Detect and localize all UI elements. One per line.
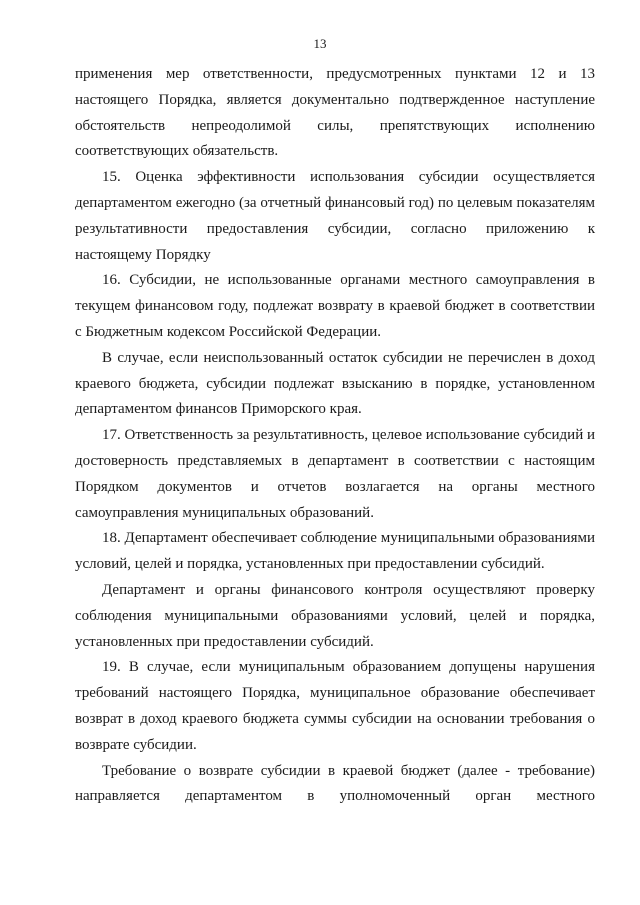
paragraph: применения мер ответственности, предусмотренных пунктами 12 и 13 настоящего Порядка, является документально подтвержденное наступление обстоятельств непреодолимой силы, препятствующих исполнению соответствующих обязательств. (75, 66, 595, 160)
paragraph-last: Требование о возврате субсидии в краевой бюджет (далее - требование) направляется департаментом в уполномоченный орган местного (75, 762, 595, 805)
page-number: 13 (313, 36, 327, 51)
paragraph: Департамент и органы финансового контроля осуществляют проверку соблюдения муниципальными образованиями условий, целей и порядка, установленных при предоставлении субсидий. (75, 581, 595, 650)
paragraph: В случае, если неиспользованный остаток субсидии не перечислен в доход краевого бюджета, субсидии подлежат взысканию в порядке, установленном департаментом финансов Приморского края. (75, 349, 595, 418)
document-body (75, 62, 595, 810)
paragraph: 19. В случае, если муниципальным образованием допущены нарушения требований настоящего Порядка, муниципальное образование обеспечивает возврат в доход краевого бюджета суммы субсидии на основании требования о возврате субсидии. (75, 659, 595, 753)
paragraph: 15. Оценка эффективности использования субсидии осуществляется департаментом ежегодно (за отчетный финансовый год) по целевым показателям результативности предоставления субсидии, согласно приложению к настоящему Порядку (75, 169, 595, 263)
paragraph: 18. Департамент обеспечивает соблюдение муниципальными образованиями условий, целей и порядка, установленных при предоставлении субсидий. (75, 530, 595, 573)
paragraph: 17. Ответственность за результативность, целевое использование субсидий и достоверность представляемых в департамент в соответствии с настоящим Порядком документов и отчетов возлагается на органы местного самоуправления муниципальных образований. (75, 427, 596, 521)
paragraph: 16. Субсидии, не использованные органами местного самоуправления в текущем финансовом году, подлежат возврату в краевой бюджет в соответствии с Бюджетным кодексом Российской Федерации. (75, 272, 595, 340)
